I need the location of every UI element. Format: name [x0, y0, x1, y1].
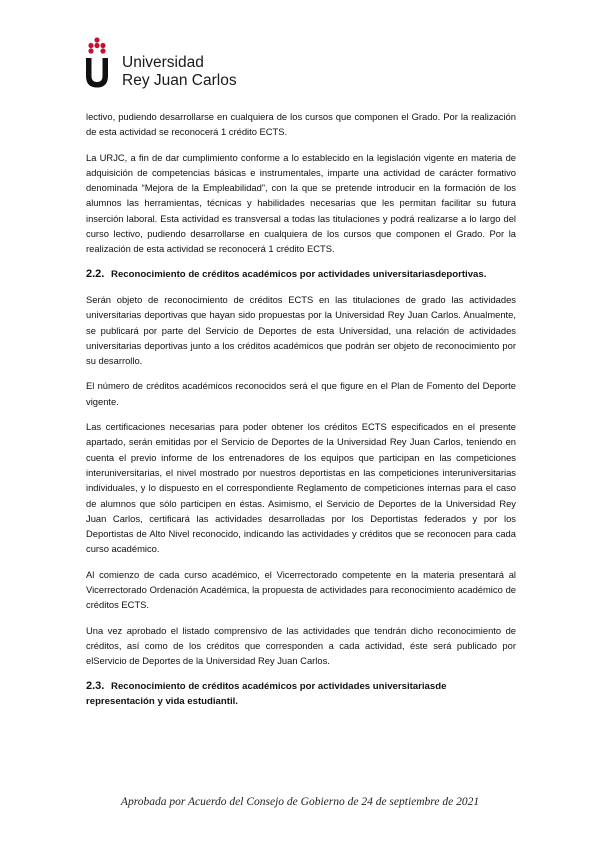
page-footer: Aprobada por Acuerdo del Consejo de Gobierno de 24 de septiembre de 2021: [120, 796, 480, 808]
paragraph: El número de créditos académicos reconocidos será el que figure en el Plan de Fomento del Deporte vigente.: [86, 380, 516, 407]
university-name: [122, 54, 237, 90]
paragraph: Serán objeto de reconocimiento de créditos ECTS en las titulaciones de grado las actividades universitarias deportivas que hayan sido propuestas por la Universidad Rey Juan Carlos. Anualmente, se publicará por parte del Servicio de Deportes de esta Universidad, una relación de actividades universitarias deportivas junto a los créditos académicos que podrán ser objeto de reconocimiento por su desarrollo.: [86, 293, 516, 367]
section-number: 2.2.: [86, 267, 105, 280]
section-title: Reconocimiento de créditos académicos por actividades universitariasde representación y vida estudiantil.: [86, 680, 447, 707]
document-body: [86, 109, 516, 719]
section-heading-2-3: [86, 679, 516, 710]
paragraph: Al comienzo de cada curso académico, el Vicerrectorado competente en la materia presentará al Vicerrectorado Ordenación Académica, la propuesta de actividades para reconocimiento académico de créditos ECTS.: [86, 568, 516, 611]
university-logo: [82, 36, 242, 92]
logo-line-1: Universidad: [122, 54, 204, 71]
logo-line-2: Rey Juan Carlos: [122, 72, 237, 89]
section-heading-2-2: [86, 267, 516, 282]
section-number: 2.3.: [86, 679, 105, 692]
urjc-emblem-icon: [82, 36, 118, 92]
paragraph: Una vez aprobado el listado comprensivo de las actividades que tendrán dicho reconocimiento de créditos, así como de los créditos que corresponden a cada actividad, éste será publicado por elServicio de Deportes de la Universidad Rey Juan Carlos.: [86, 624, 516, 667]
paragraph: Las certificaciones necesarias para poder obtener los créditos ECTS especificados en el presente apartado, serán emitidas por el Servicio de Deportes de la Universidad Rey Juan Carlos, teniendo en cuenta el previo informe de los entrenadores de los equipos que participan en las competiciones interuniversitarias, el nivel mostrado por nuestros deportistas en las competiciones interuniversitarias individuales, y lo dispuesto en el correspondiente Reglamento de competiciones internas para el caso de alumnos que sólo participen en éstas. Asimismo, el Servicio de Deportes de la Universidad Rey Juan Carlos, certificará las actividades desarrolladas por los Deportistas federados y por los Deportistas de Alto Nivel reconocido, indicando las actividades y créditos que se reconocen para cada curso académico.: [86, 421, 516, 555]
paragraph: lectivo, pudiendo desarrollarse en cualquiera de los cursos que componen el Grado. Por la realización de esta actividad se reconocerá 1 crédito ECTS.: [86, 111, 516, 138]
paragraph: La URJC, a fin de dar cumplimiento conforme a lo establecido en la legislación vigente en materia de adquisición de competencias básicas e instrumentales, imparte una actividad de carácter formativo denominada “Mejora de la Empleabilidad”, con la que se pretende introducir en la formación de los alumnos las herramientas, técnicas y habilidades necesarias que les permitan facilitar su futura inserción laboral. Esta actividad es transversal a todas las titulaciones y podrá realizarse a lo largo del curso lectivo, pudiendo desarrollarse en cualquiera de los cursos que componen el Grado. Por la realización de esta actividad se reconocerá 1 crédito ECTS.: [86, 151, 516, 255]
section-title: Reconocimiento de créditos académicos por actividades universitariasdeportivas.: [111, 268, 487, 280]
